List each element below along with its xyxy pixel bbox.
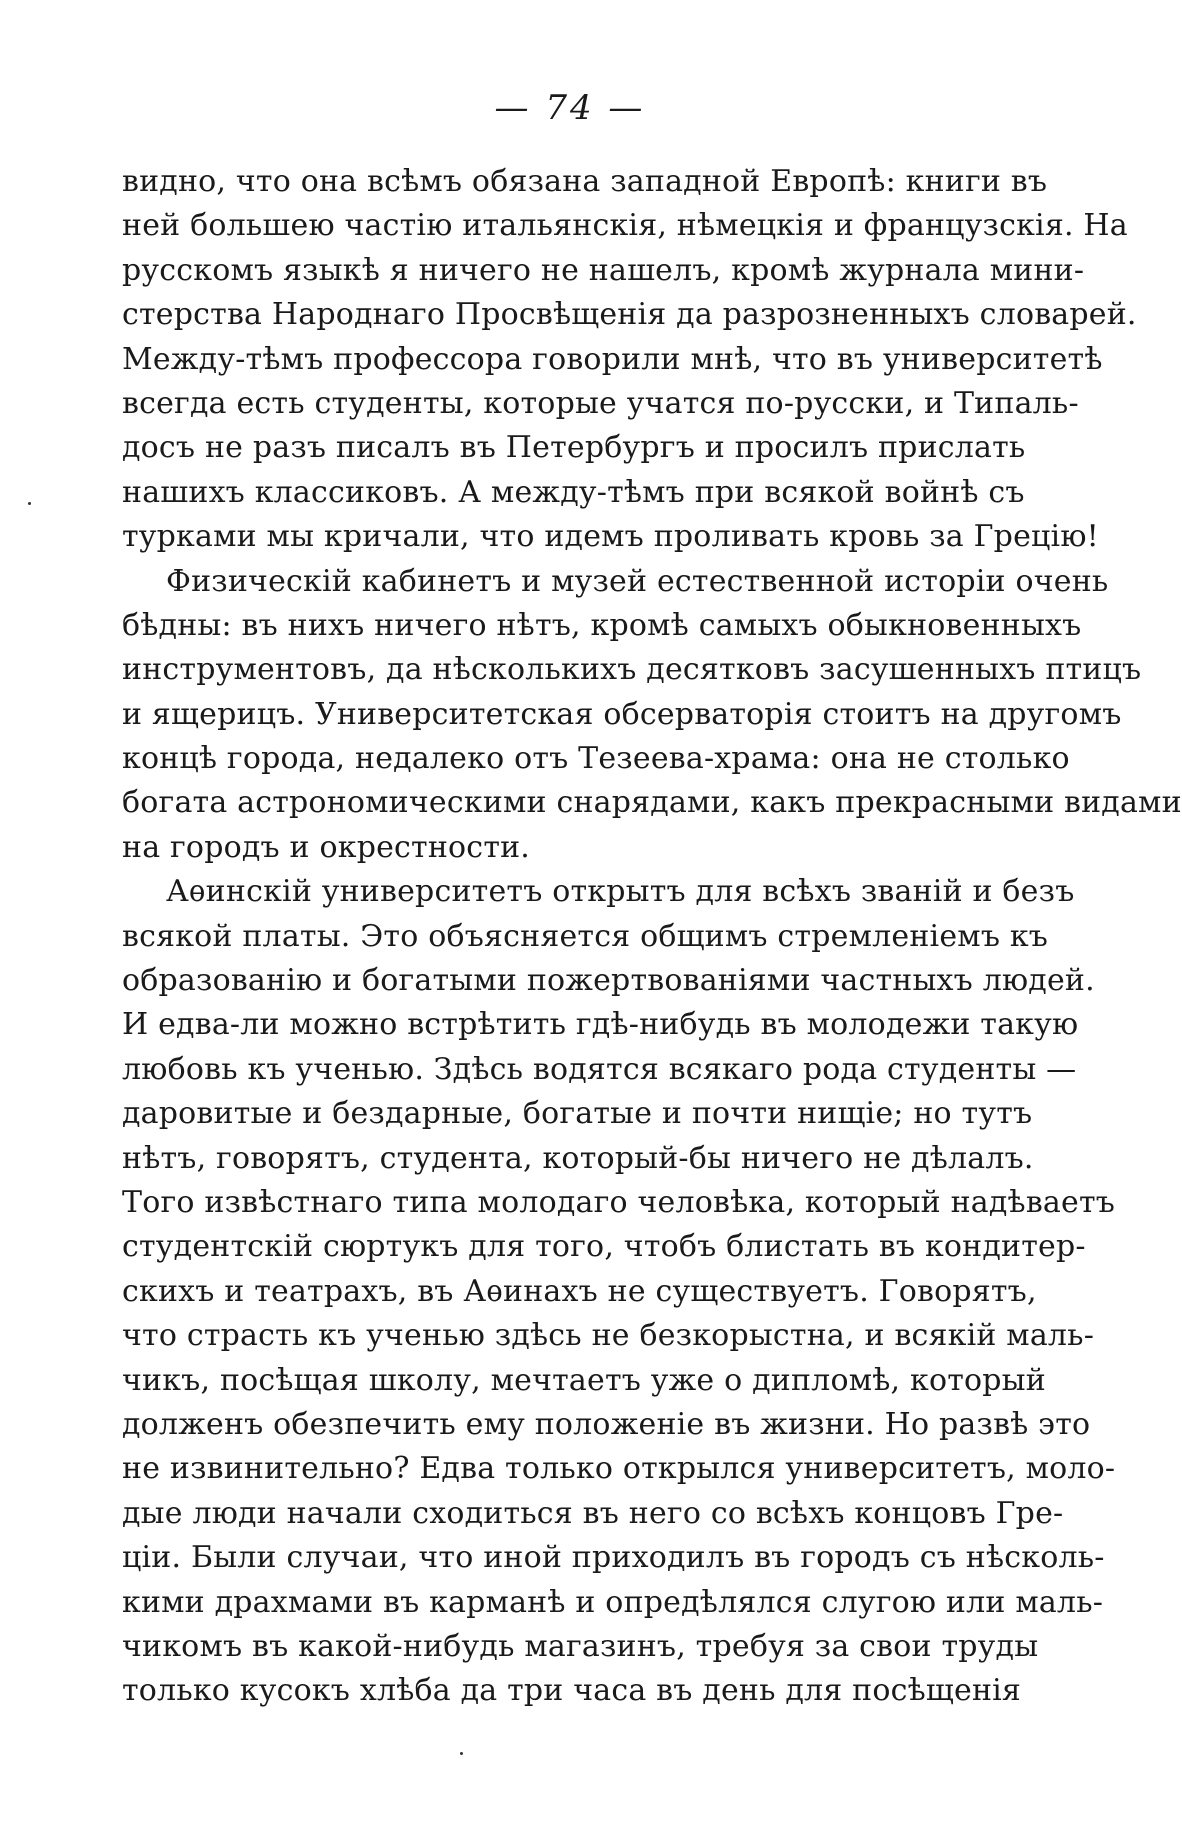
speck-bottom xyxy=(460,1752,463,1755)
text-line: Между-тѣмъ профессора говорили мнѣ, что въ университетѣ xyxy=(122,341,1103,377)
text-line: ней большею частію итальянскія, нѣмецкія и французскія. На xyxy=(122,208,1128,244)
page-number: — 74 — xyxy=(494,88,646,128)
text-line: досъ не разъ писалъ въ Петербургъ и просилъ прислать xyxy=(122,430,1026,466)
text-line: студентскій сюртукъ для того, чтобъ блистать въ кондитер- xyxy=(122,1229,1086,1265)
text-line: Аѳинскій университетъ открытъ для всѣхъ званій и безъ xyxy=(166,874,1075,910)
text-line: чикомъ въ какой-нибудь магазинъ, требуя за свои труды xyxy=(122,1628,1039,1664)
text-line: нѣтъ, говорятъ, студента, который-бы ничего не дѣлалъ. xyxy=(122,1140,1034,1176)
text-line: И едва-ли можно встрѣтить гдѣ-нибудь въ молодежи такую xyxy=(122,1007,1079,1043)
text-line: кими драхмами въ карманѣ и опредѣлялся слугою или маль- xyxy=(122,1584,1104,1620)
text-line: всякой платы. Это объясняется общимъ стремленіемъ къ xyxy=(122,918,1049,954)
text-line: инструментовъ, да нѣсколькихъ десятковъ засушенныхъ птицъ xyxy=(122,652,1142,688)
text-line: стерства Народнаго Просвѣщенія да разрозненныхъ словарей. xyxy=(122,297,1137,333)
text-line: всегда есть студенты, которые учатся по-русски, и Типаль- xyxy=(122,385,1079,421)
text-line: турками мы кричали, что идемъ проливать кровь за Грецію! xyxy=(122,519,1099,555)
body-text xyxy=(122,160,1182,1714)
text-line: русскомъ языкѣ я ничего не нашелъ, кромѣ журнала мини- xyxy=(122,252,1085,288)
text-line: концѣ города, недалеко отъ Тезеева-храма: она не столько xyxy=(122,741,1070,777)
text-line: видно, что она всѣмъ обязана западной Европѣ: книги въ xyxy=(122,164,1048,199)
text-line: чикъ, посѣщая школу, мечтаетъ уже о дипломѣ, который xyxy=(122,1362,1046,1398)
text-line: богата астрономическими снарядами, какъ прекрасными видами xyxy=(122,785,1182,821)
text-line: на городъ и окрестности. xyxy=(122,829,531,865)
text-line: образованію и богатыми пожертвованіями частныхъ людей. xyxy=(122,963,1095,999)
text-line: любовь къ ученью. Здѣсь водятся всякаго рода студенты — xyxy=(122,1051,1077,1087)
text-line: нашихъ классиковъ. А между-тѣмъ при всякой войнѣ съ xyxy=(122,474,1025,510)
text-line: и ящерицъ. Университетская обсерваторія стоитъ на другомъ xyxy=(122,696,1122,732)
text-line: только кусокъ хлѣба да три часа въ день для посѣщенія xyxy=(122,1673,1022,1709)
text-line: ціи. Были случаи, что иной приходилъ въ городъ съ нѣсколь- xyxy=(122,1540,1105,1576)
text-line: даровитые и бездарные, богатые и почти нищіе; но тутъ xyxy=(122,1096,1033,1132)
text-line: не извинительно? Едва только открылся университетъ, моло- xyxy=(122,1451,1116,1487)
text-line: Того извѣстнаго типа молодаго человѣка, который надѣваетъ xyxy=(122,1184,1116,1220)
text-line: Физическій кабинетъ и музей естественной исторіи очень xyxy=(166,563,1109,599)
text-line: скихъ и театрахъ, въ Аѳинахъ не существуетъ. Говорятъ, xyxy=(122,1273,1037,1309)
text-line: долженъ обезпечить ему положеніе въ жизни. Но развѣ это xyxy=(122,1406,1091,1442)
text-line: бѣдны: въ нихъ ничего нѣтъ, кромѣ самыхъ обыкновенныхъ xyxy=(122,607,1082,643)
speck-left xyxy=(28,502,31,505)
text-line: что страсть къ ученью здѣсь не безкорыстна, и всякій маль- xyxy=(122,1318,1095,1354)
text-line: дые люди начали сходиться въ него со всѣхъ концовъ Гре- xyxy=(122,1495,1064,1531)
